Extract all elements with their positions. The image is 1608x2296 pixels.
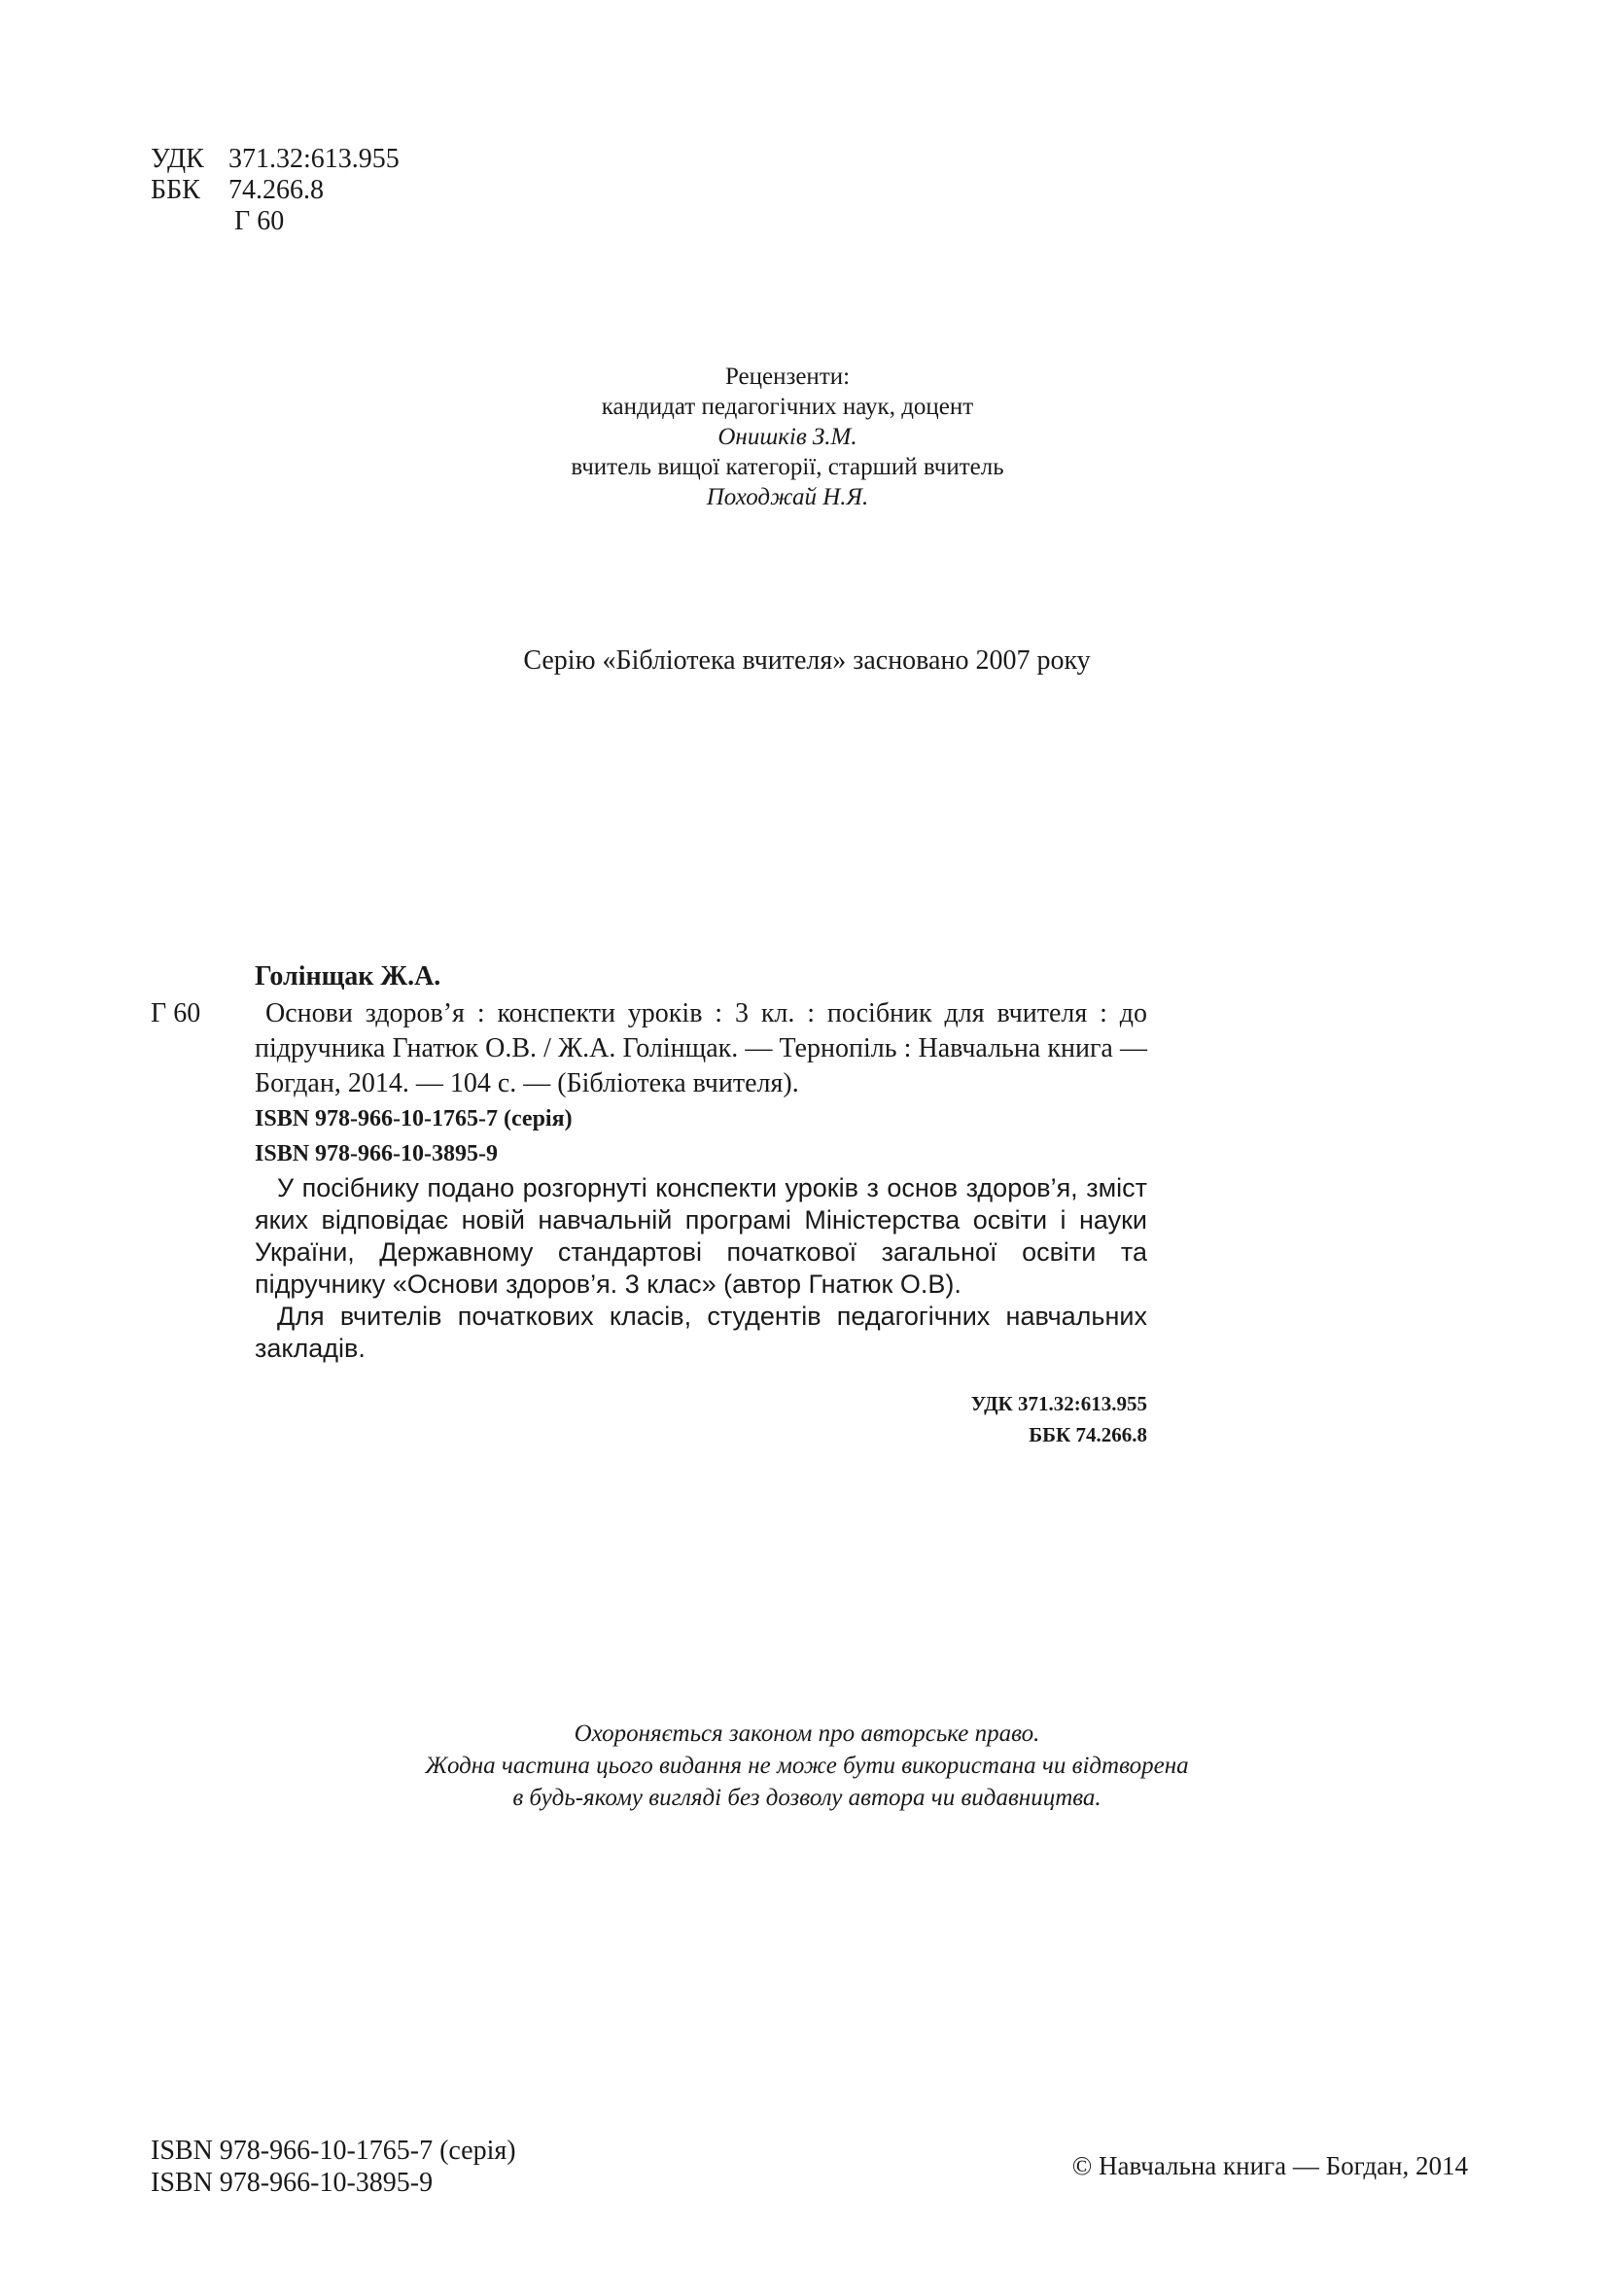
reviewer2-title: вчитель вищої категорії, старший вчитель: [571, 454, 1004, 480]
footer-isbn-series: ISBN 978-966-10-1765-7 (серія): [151, 2136, 516, 2166]
card-codes: [856, 1388, 1147, 1450]
card-index: Г 60: [151, 998, 201, 1028]
reviewer1-name: Онишків З.М.: [717, 424, 857, 450]
card-author: Голінщак Ж.А.: [255, 961, 441, 991]
classification-block: [151, 144, 400, 237]
bbk-value: 74.266.8: [228, 175, 324, 205]
notice-line-3: в будь-якому вигляді без дозволу автора чи видавництва.: [512, 1785, 1101, 1811]
footer-isbn-block: [151, 2135, 516, 2199]
notice-line-1: Охороняється законом про авторське право.: [574, 1721, 1040, 1747]
series-note: Серію «Бібліотека вчителя» засновано 2007 року: [523, 645, 1091, 676]
reviewers-block: [467, 362, 1108, 512]
reviewers-heading: Рецензенти:: [724, 364, 851, 390]
card-udk: УДК 371.32:613.955: [970, 1392, 1147, 1415]
bbk-label: ББК: [151, 175, 200, 205]
footer-isbn: ISBN 978-966-10-3895-9: [151, 2168, 434, 2198]
footer-copyright: © Навчальна книга — Богдан, 2014: [1071, 2151, 1468, 2180]
reviewer1-title: кандидат педагогічних наук, доцент: [601, 394, 974, 420]
card-isbn-series: ISBN 978-966-10-1765-7 (серія): [255, 1106, 573, 1131]
annotation-paragraph-2: Для вчителів початкових класів, студентів педагогічних навчальних закладів.: [255, 1302, 1147, 1363]
card-isbn: ISBN 978-966-10-3895-9: [255, 1141, 498, 1166]
card-description: Основи здоров’я : конспекти уроків : 3 кл. : посібник для вчителя : до підручника Гнатюк О.В. / Ж.А. Голінщак. — Тернопіль : Навчальна книга — Богдан, 2014. — 104 с. — (Бібліотека вчителя).: [255, 998, 1147, 1098]
annotation-paragraph-1: У посібнику подано розгорнуті конспекти уроків з основ здоров’я, зміст яких відповідає новій навчальній програмі Міністерства освіти і науки України, Державному стандартові початкової загальної освіти та підручнику «Основи здоров’я. 3 клас» (автор Гнатюк О.В).: [255, 1173, 1147, 1299]
bbk-row: [151, 175, 400, 206]
annotation: [255, 1172, 1147, 1365]
notice-line-2: Жодна частина цього видання не може бути використана чи відтворена: [425, 1753, 1189, 1779]
udk-label: УДК: [151, 144, 204, 174]
author-mark: Г 60: [234, 206, 285, 236]
udk-row: [151, 144, 400, 175]
copyright-notice: [321, 1718, 1293, 1814]
reviewer2-name: Походжай Н.Я.: [706, 484, 869, 510]
card-bbk: ББК 74.266.8: [1029, 1423, 1147, 1446]
udk-value: 371.32:613.955: [228, 144, 400, 174]
